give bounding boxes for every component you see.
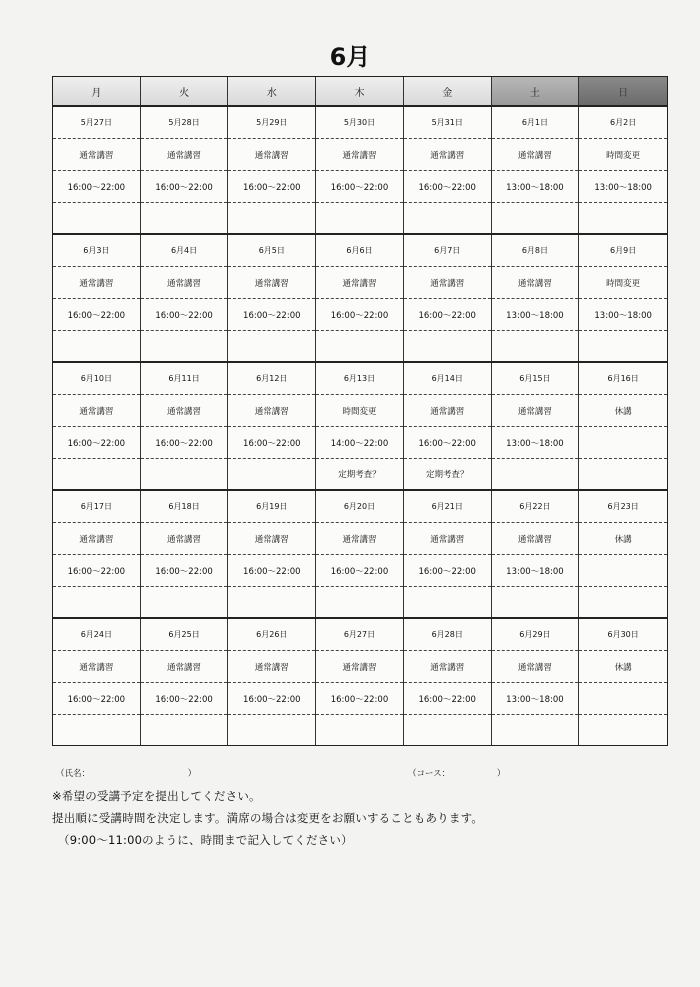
day-cell [492,619,580,745]
day-time: 16:00～22:00 [53,171,140,203]
day-cell [316,363,404,489]
day-cell [228,491,316,617]
day-cell [404,107,492,233]
calendar-week-row [53,235,667,363]
weekday-header-tue: 火 [141,77,229,105]
day-note[interactable] [141,331,228,361]
day-note[interactable] [492,715,579,745]
day-time: 16:00～22:00 [228,555,315,587]
day-time: 16:00～22:00 [141,427,228,459]
day-date: 6月20日 [316,491,403,523]
instruction-line-2: 提出順に受講時間を決定します。満席の場合は変更をお願いすることもあります。 [52,811,484,825]
day-date: 6月17日 [53,491,140,523]
day-time: 16:00～22:00 [53,683,140,715]
form-fields-row [52,764,668,784]
course-field[interactable]: （コース： ） [408,769,506,779]
day-cell [492,363,580,489]
day-time: 13:00～18:00 [492,683,579,715]
day-type: 通常講習 [404,139,491,171]
day-cell [404,363,492,489]
day-type: 通常講習 [53,139,140,171]
day-time: 16:00～22:00 [404,171,491,203]
day-time: 16:00～22:00 [404,299,491,331]
day-type: 通常講習 [404,267,491,299]
day-cell [579,363,667,489]
day-note[interactable] [579,203,667,233]
day-note[interactable] [579,587,667,617]
day-note[interactable] [53,715,140,745]
day-cell [579,619,667,745]
day-time: 16:00～22:00 [316,171,403,203]
day-cell [141,107,229,233]
day-cell [53,491,141,617]
day-date: 6月26日 [228,619,315,651]
day-type: 通常講習 [141,395,228,427]
day-cell [404,491,492,617]
day-time: 14:00～22:00 [316,427,403,459]
day-cell [53,363,141,489]
day-note[interactable] [141,715,228,745]
day-cell [316,619,404,745]
day-note[interactable]: 定期考査？ [338,470,381,480]
day-time: 13:00～18:00 [492,555,579,587]
day-cell [316,107,404,233]
day-date: 6月2日 [579,107,667,139]
form-footer [52,764,668,850]
day-time [579,683,667,715]
day-time: 16:00～22:00 [141,683,228,715]
day-cell [579,235,667,361]
day-type: 通常講習 [53,523,140,555]
day-date: 6月3日 [53,235,140,267]
instruction-line-1: ※希望の受講予定を提出してください。 [52,789,261,803]
page-title: 6月 [329,43,371,71]
day-type: 時間変更 [579,267,667,299]
day-date: 6月27日 [316,619,403,651]
day-note[interactable] [404,203,491,233]
day-time: 16:00～22:00 [53,555,140,587]
calendar-week-row [53,491,667,619]
day-cell [492,107,580,233]
day-time [579,427,667,459]
day-date: 6月22日 [492,491,579,523]
day-date: 6月4日 [141,235,228,267]
instruction-line-3: （9:00～11:00のように、時間まで記入してください） [58,833,353,847]
day-time: 13:00～18:00 [579,299,667,331]
day-note[interactable] [141,203,228,233]
day-date: 6月23日 [579,491,667,523]
day-cell [579,107,667,233]
day-note[interactable] [579,331,667,361]
day-note[interactable] [404,331,491,361]
day-type: 通常講習 [316,139,403,171]
day-type: 通常講習 [53,651,140,683]
day-date: 6月18日 [141,491,228,523]
day-type: 時間変更 [579,139,667,171]
day-note[interactable] [316,203,403,233]
day-note[interactable] [228,203,315,233]
day-time: 16:00～22:00 [316,555,403,587]
day-note[interactable] [316,331,403,361]
name-field[interactable]: （氏名： ） [56,769,197,779]
day-cell [492,235,580,361]
day-type: 通常講習 [228,267,315,299]
day-date: 6月7日 [404,235,491,267]
day-type: 通常講習 [492,523,579,555]
day-note[interactable] [579,715,667,745]
day-time: 16:00～22:00 [404,683,491,715]
day-time: 16:00～22:00 [53,299,140,331]
day-time: 16:00～22:00 [228,299,315,331]
day-type: 通常講習 [404,395,491,427]
day-cell [316,491,404,617]
calendar-week-row [53,363,667,491]
day-date: 6月19日 [228,491,315,523]
day-type: 通常講習 [53,395,140,427]
day-type: 休講 [579,651,667,683]
weekday-header-fri: 金 [404,77,492,105]
day-time: 13:00～18:00 [492,299,579,331]
schedule-calendar [52,76,668,746]
day-cell [53,235,141,361]
day-note[interactable] [492,331,579,361]
day-cell [316,235,404,361]
day-time: 16:00～22:00 [53,427,140,459]
day-date: 5月30日 [316,107,403,139]
day-cell [141,363,229,489]
day-date: 6月13日 [316,363,403,395]
weekday-header-wed: 水 [228,77,316,105]
day-type: 時間変更 [316,395,403,427]
day-note[interactable] [53,203,140,233]
day-date: 6月5日 [228,235,315,267]
day-cell [141,235,229,361]
day-type: 通常講習 [228,139,315,171]
day-date: 6月16日 [579,363,667,395]
day-time: 16:00～22:00 [228,171,315,203]
day-time: 13:00～18:00 [492,427,579,459]
day-cell [228,235,316,361]
day-note[interactable] [228,587,315,617]
day-date: 6月25日 [141,619,228,651]
day-time: 13:00～18:00 [492,171,579,203]
day-time: 13:00～18:00 [579,171,667,203]
day-date: 5月29日 [228,107,315,139]
calendar-week-row [53,619,667,745]
day-date: 6月8日 [492,235,579,267]
day-note[interactable] [53,587,140,617]
day-time: 16:00～22:00 [404,555,491,587]
day-date: 6月1日 [492,107,579,139]
day-date: 6月12日 [228,363,315,395]
day-note[interactable] [141,459,228,489]
day-date: 6月29日 [492,619,579,651]
day-note[interactable] [404,587,491,617]
day-note[interactable] [492,459,579,489]
day-cell [228,619,316,745]
day-type: 通常講習 [492,267,579,299]
day-cell [141,491,229,617]
day-cell [53,619,141,745]
day-time: 16:00～22:00 [316,299,403,331]
day-date: 6月14日 [404,363,491,395]
day-type: 通常講習 [492,395,579,427]
day-cell [228,363,316,489]
weekday-header-mon: 月 [53,77,141,105]
day-type: 通常講習 [316,651,403,683]
day-type: 通常講習 [141,523,228,555]
weekday-header-row [53,77,667,107]
day-note[interactable] [492,203,579,233]
day-note[interactable] [228,331,315,361]
day-cell [579,491,667,617]
day-note[interactable] [316,587,403,617]
day-cell [492,491,580,617]
day-date: 5月31日 [404,107,491,139]
day-note[interactable] [316,715,403,745]
day-type: 通常講習 [492,139,579,171]
day-note[interactable] [141,587,228,617]
calendar-weeks [53,107,667,745]
day-date: 6月11日 [141,363,228,395]
day-time: 16:00～22:00 [141,171,228,203]
day-date: 6月10日 [53,363,140,395]
day-type: 休講 [579,523,667,555]
day-type: 通常講習 [141,139,228,171]
day-note[interactable] [492,587,579,617]
day-date: 5月28日 [141,107,228,139]
day-note[interactable] [228,459,315,489]
day-date: 6月24日 [53,619,140,651]
day-time: 16:00～22:00 [228,427,315,459]
day-time: 16:00～22:00 [316,683,403,715]
day-date: 6月6日 [316,235,403,267]
day-date: 6月21日 [404,491,491,523]
day-date: 6月9日 [579,235,667,267]
day-time: 16:00～22:00 [228,683,315,715]
day-date: 6月15日 [492,363,579,395]
day-type: 休講 [579,395,667,427]
day-type: 通常講習 [316,267,403,299]
day-type: 通常講習 [228,523,315,555]
weekday-header-thu: 木 [316,77,404,105]
day-time: 16:00～22:00 [141,555,228,587]
day-date: 6月28日 [404,619,491,651]
weekday-header-sat: 土 [492,77,580,105]
day-cell [53,107,141,233]
day-note[interactable] [53,459,140,489]
day-time: 16:00～22:00 [404,427,491,459]
day-time [579,555,667,587]
day-date: 5月27日 [53,107,140,139]
day-time: 16:00～22:00 [141,299,228,331]
day-type: 通常講習 [53,267,140,299]
day-type: 通常講習 [404,523,491,555]
day-note[interactable] [579,459,667,489]
day-cell [404,619,492,745]
weekday-header-sun: 日 [579,77,667,105]
day-cell [404,235,492,361]
day-type: 通常講習 [228,395,315,427]
day-type: 通常講習 [404,651,491,683]
day-date: 6月30日 [579,619,667,651]
day-type: 通常講習 [141,651,228,683]
day-type: 通常講習 [492,651,579,683]
day-cell [228,107,316,233]
day-note[interactable] [228,715,315,745]
calendar-week-row [53,107,667,235]
day-cell [141,619,229,745]
day-type: 通常講習 [141,267,228,299]
day-type: 通常講習 [316,523,403,555]
day-note[interactable] [53,331,140,361]
day-note[interactable] [404,715,491,745]
day-type: 通常講習 [228,651,315,683]
day-note[interactable]: 定期考査？ [425,470,469,480]
